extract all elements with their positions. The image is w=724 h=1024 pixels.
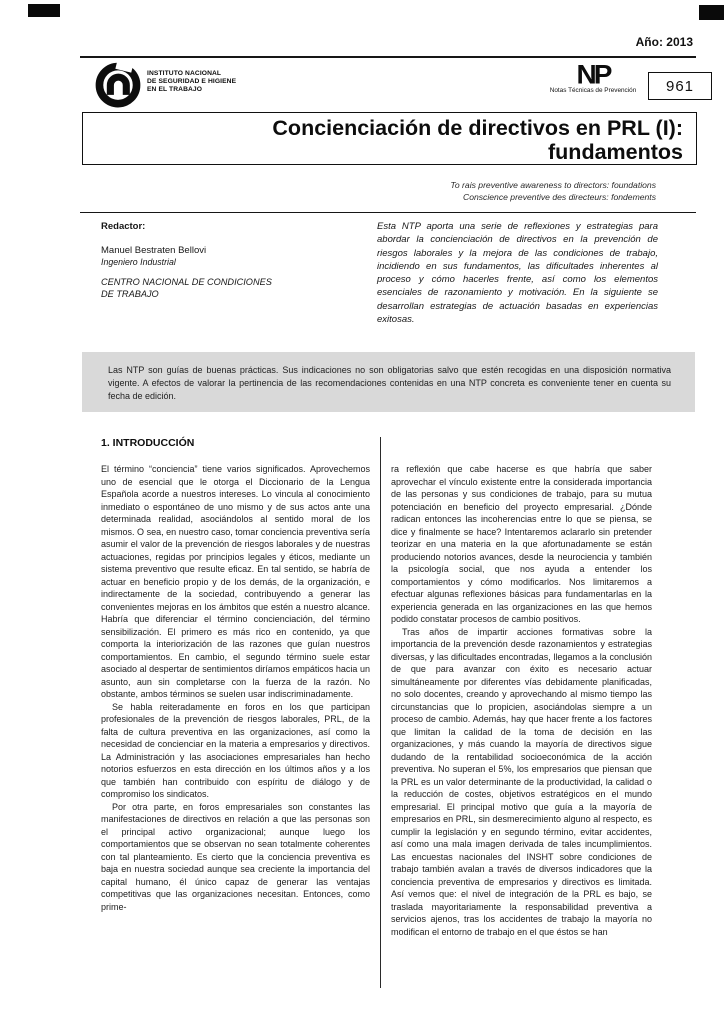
document-title	[82, 112, 697, 165]
redactor-label: Redactor:	[101, 221, 146, 232]
title-translation-english: To rais preventive awareness to directors: foundations	[450, 180, 656, 190]
institute-name	[147, 70, 236, 93]
ntp-logo-caption: Notas Técnicas de Prevención	[549, 87, 637, 94]
year-label: Año: 2013	[635, 35, 693, 49]
redactor-center	[101, 277, 272, 300]
redactor-center-line1: CENTRO NACIONAL DE CONDICIONES	[101, 277, 272, 287]
scan-mark-top-right	[699, 5, 724, 20]
header-rule	[80, 56, 696, 58]
ntp-logo-block	[532, 60, 654, 94]
abstract-paragraph: Esta NTP aporta una serie de reflexiones y estrategias para abordar la concienciación de directivos en la prevención de riesgos laborales y la mejora de las condiciones de trabajo, incidiendo en sus fundamentos, las dificultades inherentes al proceso y cómo hacerles frente, así como los elementos esenciales de razonamiento y motivación. En la siguiente se desarrollan estrategias de actuación basadas en experiencias exitosas.	[377, 221, 658, 326]
subheader-rule	[80, 212, 696, 213]
institute-name-line3: EN EL TRABAJO	[147, 85, 203, 93]
ntp-disclaimer-box: Las NTP son guías de buenas prácticas. Sus indicaciones no son obligatorias salvo que estén recogidas en una disposición normativa vigente. A efectos de valorar la pertinencia de las recomendaciones contenidas en una NTP concreta es conveniente tener en cuenta su fecha de edición.	[82, 352, 695, 412]
paragraph: Tras años de impartir acciones formativas sobre la importancia de la prevención desde razonamientos y estrategias diversas, y las dificultades encontradas, llegamos a la conclusión de que para avanzar con éxito es necesario actuar simultáneamente por diferentes vías debidamente planificadas, no solo docentes, creando y aprovechando al mismo tiempo las circunstancias que lo propicien, asociándolas siempre a un proceso de cambio. Además, hay que hacer frente a los factores que limitan la calidad de la toma de decisión en las organizaciones, y más cuando la mayoría de directivos sigue dudando de la rentabilidad socioeconómica de la acción preventiva. No superan el 5%, los empresarios que piensan que la PRL es un valor determinante de la productividad, la calidad o la reducción de costes, objetivos estratégicos en el mundo empresarial. El principal motivo que guía a la mayoría de empresarios en PRL, sin desmerecimiento alguno al respecto, es cumplir la legislación y en segundo término, evitar accidentes, así como una mala imagen derivada de tales incumplimientos. Las encuestas nacionales del INSHT sobre condiciones de trabajo también avalan a través de diversos indicadores que la conciencia preventiva de empresarios y directivos es limitada. Así vemos que: el nivel de integración de la PRL es bajo, se traslada mayoritariamente la responsabilidad preventiva a servicios ajenos, tras los accidentes de trabajo la mayoría no modifican el entorno de trabajo en el que éstos se han	[391, 626, 652, 937]
redactor-center-line2: DE TRABAJO	[101, 288, 159, 299]
section-heading-introduccion: 1. INTRODUCCIÓN	[101, 437, 195, 449]
insht-logo-icon	[94, 60, 142, 108]
scan-mark-top-left	[28, 4, 60, 17]
paragraph: Por otra parte, en foros empresariales son constantes las manifestaciones de directivos en relación a que las personas son el principal activo organizacional; aunque luego los comportamientos que se observan no sean totalmente coherentes con tal planteamiento. Es cierto que la conciencia preventiva es baja en nuestra sociedad aunque sea creciente la importancia del capital humano, él único capaz de generar las ventajas competitivas que las organizaciones necesitan. Entonces, como prime-	[101, 801, 370, 912]
institute-name-line2: DE SEGURIDAD E HIGIENE	[147, 77, 237, 85]
redactor-role: Ingeniero Industrial	[101, 257, 176, 267]
body-right-column	[391, 463, 652, 938]
title-translation-french: Conscience preventive des directeurs: fondements	[463, 191, 656, 202]
institute-name-line1: INSTITUTO NACIONAL	[147, 70, 222, 77]
title-translations	[450, 180, 656, 203]
body-left-column	[101, 463, 370, 913]
paragraph: El término “conciencia” tiene varios significados. Aprovechemos uno de esencial que le otorga el Diccionario de la Lengua Española acorde a nuestros intereses. Lo vincula al conocimiento inmediato o espontáneo de uno mismo y de sus actos ante una determinada realidad, asociándolos al sentido moral de los mismos. O sea, en nuestro caso, tomar conciencia preventiva sería asumir el valor de la prevención de riesgos laborales y de nuestras actuaciones, regidas por principios legales y éticos, mediante un sistema preventivo que resulte eficaz. En tal sentido, se habría de actuar en beneficio propio y de los demás, de la organización, e indirectamente de la sociedad, contribuyendo a generar las convenientes mejoras en los ámbitos que estén a nuestro alcance. Habría que diferenciar el término concienciación, del término sensibilización. El primero es más rico en contenido, ya que comporta la interiorización de las razones que guían nuestros comportamientos. En cambio, el segundo término suele estar asociado al despertar de sentimientos diríamos empáticos hacia un asunto, aun sin completarse con la fuerza de la razón. No obstante, ambos términos se suelen usar indiscriminadamente.	[101, 464, 370, 699]
redactor-name: Manuel Bestraten Bellovi	[101, 245, 207, 256]
document-title-line1: Concienciación de directivos en PRL (I):	[272, 116, 683, 140]
ntp-logo: NP	[576, 59, 610, 90]
paragraph: ra reflexión que cabe hacerse es que habría que saber aprovechar el vínculo existente entre la considerada importancia de las personas y sus condiciones de trabajo, para su mutua potenciación en beneficio del proyecto empresarial. ¿Dónde radican entonces las incoherencias entre lo que se piensa, se dice y finalmente se hace? Intentaremos aclararlo sin pretender teorizar en una materia en la que afortunadamente se están produciendo notorios avances, desde la neurociencia y también la psicología social, que nos ayuda a entender los comportamientos y cómo modificarlos. Nos limitaremos a efectuar algunas reflexiones básicas para fundamentarlas en la experiencia generada en las organizaciones en las que hemos podido constatar procesos de cambio positivos.	[391, 464, 652, 624]
redactor-block	[101, 221, 272, 300]
ntp-issue-number: 961	[648, 72, 712, 100]
column-divider	[380, 437, 381, 988]
paragraph: Se habla reiteradamente en foros en los que participan profesionales de la prevención de riesgos laborales, PRL, de la falta de cultura preventiva en las organizaciones, así como la necesidad de concienciar en la materia a empresarios y directivos. La Administración y las asociaciones empresariales han hecho notorios esfuerzos en esta dirección en los últimos años y a los que también han contribuido con espíritu de diálogo y de compromiso los sindicatos.	[101, 701, 370, 799]
document-title-line2: fundamentos	[548, 140, 683, 164]
